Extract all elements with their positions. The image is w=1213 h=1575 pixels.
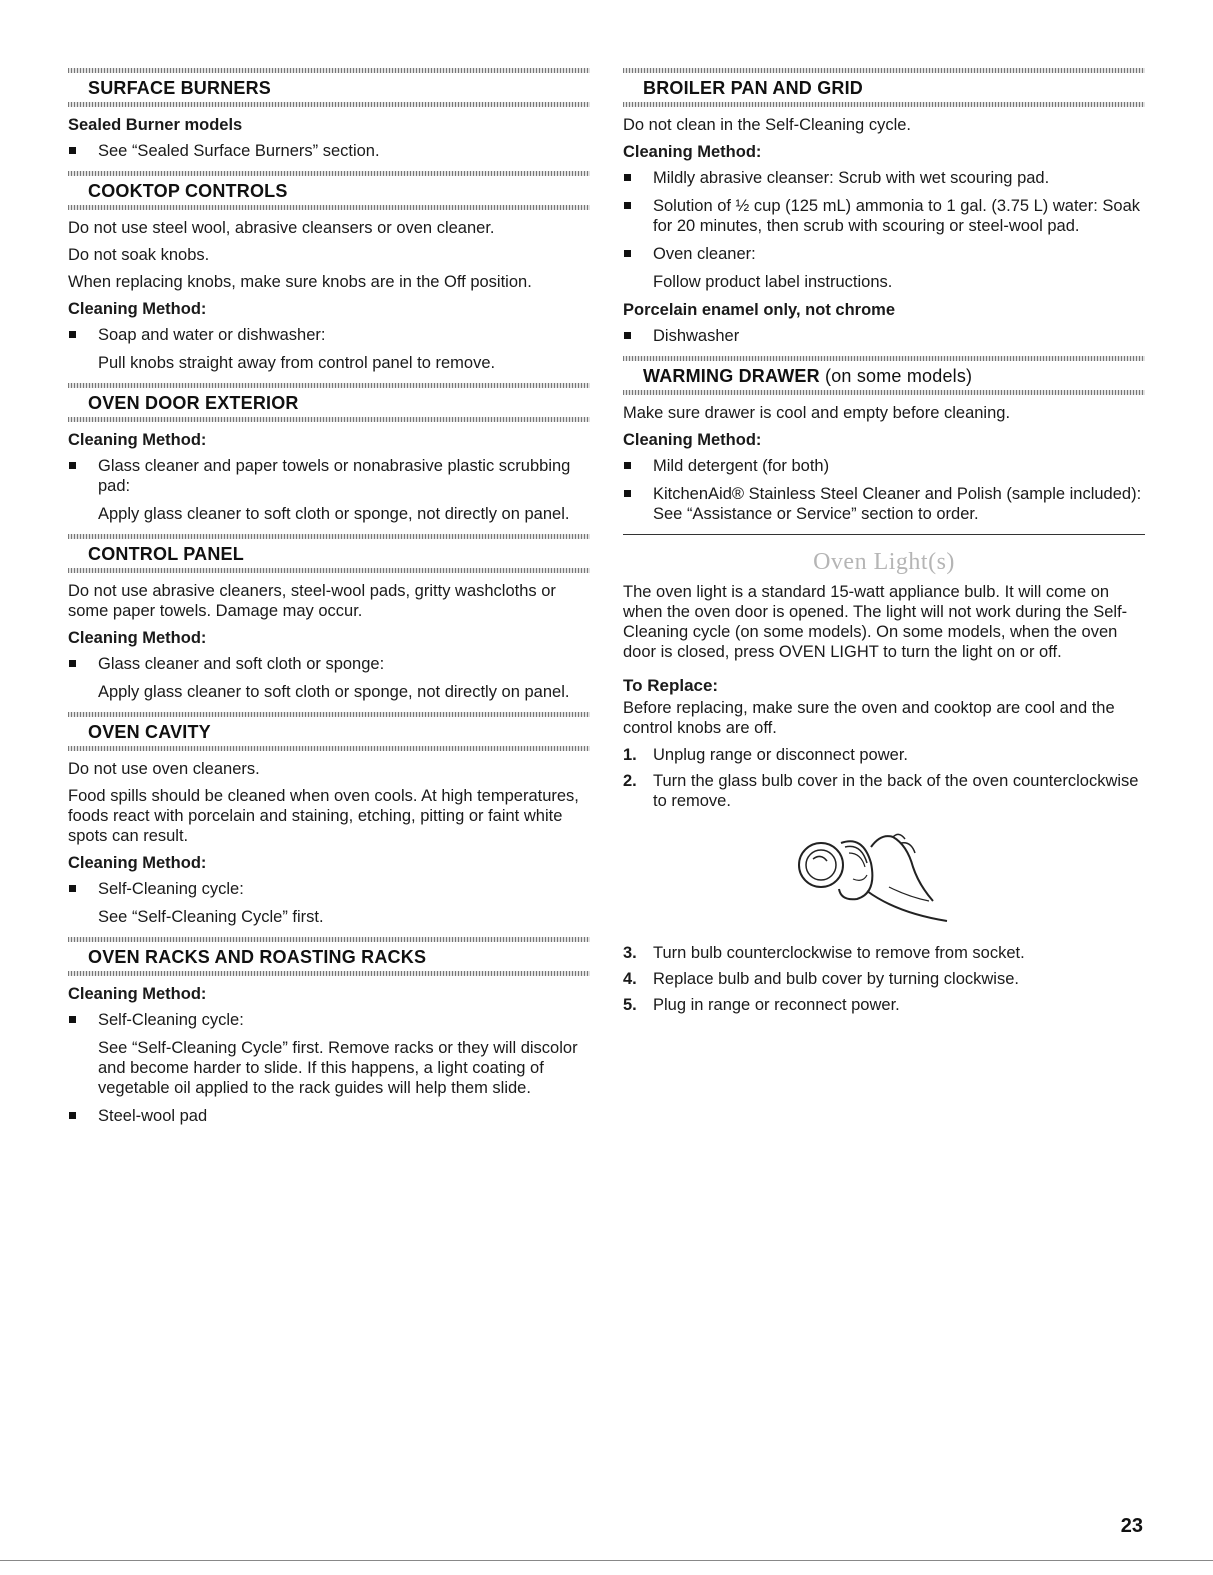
bullet-text: Mild detergent (for both) [653,457,830,475]
step-item [623,969,1145,989]
section-broiler-pan [623,68,1145,346]
paragraph: Do not clean in the Self-Cleaning cycle. [623,116,911,134]
step-text: Plug in range or reconnect power. [653,996,900,1014]
section-header [68,712,590,751]
section-title: OVEN CAVITY [88,722,211,742]
section-title: SURFACE BURNERS [88,78,272,98]
bullet-subtext: See “Self-Cleaning Cycle” first. Remove racks or they will discolor and become harder to slide. If this happens, a light coating of vegetable oil applied to the rack guides will help them slide. [98,1039,578,1097]
bullet-item [68,654,590,702]
step-item [623,745,1145,765]
cleaning-method-heading: Cleaning Method: [68,629,207,647]
bullet-subtext: See “Assistance or Service” section to order. [653,505,979,523]
cleaning-method-heading: Cleaning Method: [68,985,207,1003]
section-header [68,171,590,210]
subheading: Porcelain enamel only, not chrome [623,301,896,319]
section-header [623,68,1145,107]
left-column [68,68,590,1136]
bullet-square-icon [69,1112,76,1119]
section-title: COOKTOP CONTROLS [88,181,288,201]
section-title: CONTROL PANEL [88,544,244,564]
step-text: Turn bulb counterclockwise to remove from socket. [653,944,1025,962]
bulb-cover-illustration [623,817,1145,935]
section-header [68,383,590,422]
bullet-item [68,141,590,161]
cleaning-method-heading: Cleaning Method: [623,431,762,449]
bullet-subtext: Apply glass cleaner to soft cloth or sponge, not directly on panel. [98,505,570,523]
section-title-main: WARMING DRAWER [643,366,820,386]
bullet-item [623,244,1145,292]
bullet-square-icon [624,490,631,497]
bullet-square-icon [624,462,631,469]
section-title [623,366,1145,387]
paragraph: Make sure drawer is cool and empty before cleaning. [623,404,1011,422]
step-text: Replace bulb and bulb cover by turning clockwise. [653,970,1019,988]
step-item [623,771,1145,811]
section-control-panel [68,534,590,702]
step-item [623,943,1145,963]
bullet-subtext: Follow product label instructions. [653,273,893,291]
section-header [623,356,1145,395]
paragraph: Do not soak knobs. [68,246,210,264]
paragraph: Do not use oven cleaners. [68,760,260,778]
bullet-square-icon [69,1016,76,1023]
bullet-item [68,325,590,373]
section-header [68,68,590,107]
section-title: BROILER PAN AND GRID [643,78,863,98]
section-divider [623,534,1145,535]
bullet-square-icon [624,202,631,209]
bullet-item [623,456,1145,476]
bullet-text: Soap and water or dishwasher: [98,326,326,344]
section-title: OVEN DOOR EXTERIOR [88,393,299,413]
paragraph: Food spills should be cleaned when oven cools. At high temperatures, foods react with porcelain and staining, etching, pitting or faint white spots can result. [68,787,579,845]
hand-turning-bulb-cover-icon [793,817,993,927]
paragraph: Do not use abrasive cleaners, steel-wool pads, gritty washcloths or some paper towels. Damage may occur. [68,582,556,620]
bullet-square-icon [624,250,631,257]
bullet-text: Self-Cleaning cycle: [98,880,244,898]
bullet-item [623,196,1145,236]
step-item [623,995,1145,1015]
bullet-text: Oven cleaner: [653,245,756,263]
cleaning-method-heading: Cleaning Method: [68,431,207,449]
bullet-item [68,879,590,927]
bullet-text: KitchenAid® Stainless Steel Cleaner and Polish (sample included): [653,485,1142,503]
bullet-subtext: See “Self-Cleaning Cycle” first. [98,908,324,926]
bullet-square-icon [69,660,76,667]
section-title: OVEN RACKS AND ROASTING RACKS [88,947,427,967]
paragraph: Before replacing, make sure the oven and cooktop are cool and the control knobs are off. [623,699,1115,737]
bullet-square-icon [69,885,76,892]
bullet-text: Glass cleaner and paper towels or nonabrasive plastic scrubbing pad: [98,457,571,495]
section-oven-door-exterior [68,383,590,524]
bullet-text: Mildly abrasive cleanser: Scrub with wet scouring pad. [653,169,1050,187]
bullet-text: Solution of ½ cup (125 mL) ammonia to 1 gal. (3.75 L) water: Soak for 20 minutes, then scrub with scouring or steel-wool pad. [653,197,1141,235]
section-oven-racks [68,937,590,1126]
bullet-text: Steel-wool pad [98,1107,208,1125]
section-cooktop-controls [68,171,590,373]
step-text: Turn the glass bulb cover in the back of the oven counterclockwise to remove. [653,772,1139,810]
bullet-item [68,1010,590,1098]
paragraph: When replacing knobs, make sure knobs are in the Off position. [68,273,532,291]
step-number: 5. [623,996,637,1014]
page-bottom-rule [0,1560,1213,1561]
step-number: 3. [623,944,637,962]
paragraph: The oven light is a standard 15-watt appliance bulb. It will come on when the oven door is opened. The light will not work during the Self-Cleaning cycle (on some models). On some models, when the oven door is closed, press OVEN LIGHT to turn the light on or off. [623,583,1128,661]
bullet-square-icon [69,331,76,338]
section-oven-lights [623,549,1145,1015]
cleaning-method-heading: Cleaning Method: [68,300,207,318]
section-surface-burners [68,68,590,161]
page-number: 23 [1120,1515,1143,1537]
bullet-square-icon [69,462,76,469]
bullet-item [68,456,590,524]
bullet-subtext: Pull knobs straight away from control panel to remove. [98,354,496,372]
step-number: 2. [623,772,637,790]
bullet-text: Self-Cleaning cycle: [98,1011,244,1029]
step-text: Unplug range or disconnect power. [653,746,908,764]
bullet-text: Dishwasher [653,327,740,345]
bullet-square-icon [624,174,631,181]
section-oven-cavity [68,712,590,927]
subheading: Sealed Burner models [68,116,243,134]
step-number: 4. [623,970,637,988]
paragraph: Do not use steel wool, abrasive cleansers or oven cleaner. [68,219,495,237]
bullet-text: See “Sealed Surface Burners” section. [98,142,380,160]
section-header [68,534,590,573]
bullet-item [623,326,1145,346]
cleaning-method-heading: Cleaning Method: [623,143,762,161]
right-column [623,68,1145,1025]
bullet-item [68,1106,590,1126]
bullet-text: Glass cleaner and soft cloth or sponge: [98,655,385,673]
section-title-suffix: (on some models) [819,366,973,386]
cleaning-method-heading: Cleaning Method: [68,854,207,872]
bullet-item [623,484,1145,524]
section-warming-drawer [623,356,1145,524]
bullet-item [623,168,1145,188]
oven-lights-title: Oven Light(s) [813,549,955,575]
bullet-subtext: Apply glass cleaner to soft cloth or sponge, not directly on panel. [98,683,570,701]
to-replace-heading: To Replace: [623,676,719,695]
section-header [68,937,590,976]
bullet-square-icon [624,332,631,339]
bullet-square-icon [69,147,76,154]
step-number: 1. [623,746,637,764]
